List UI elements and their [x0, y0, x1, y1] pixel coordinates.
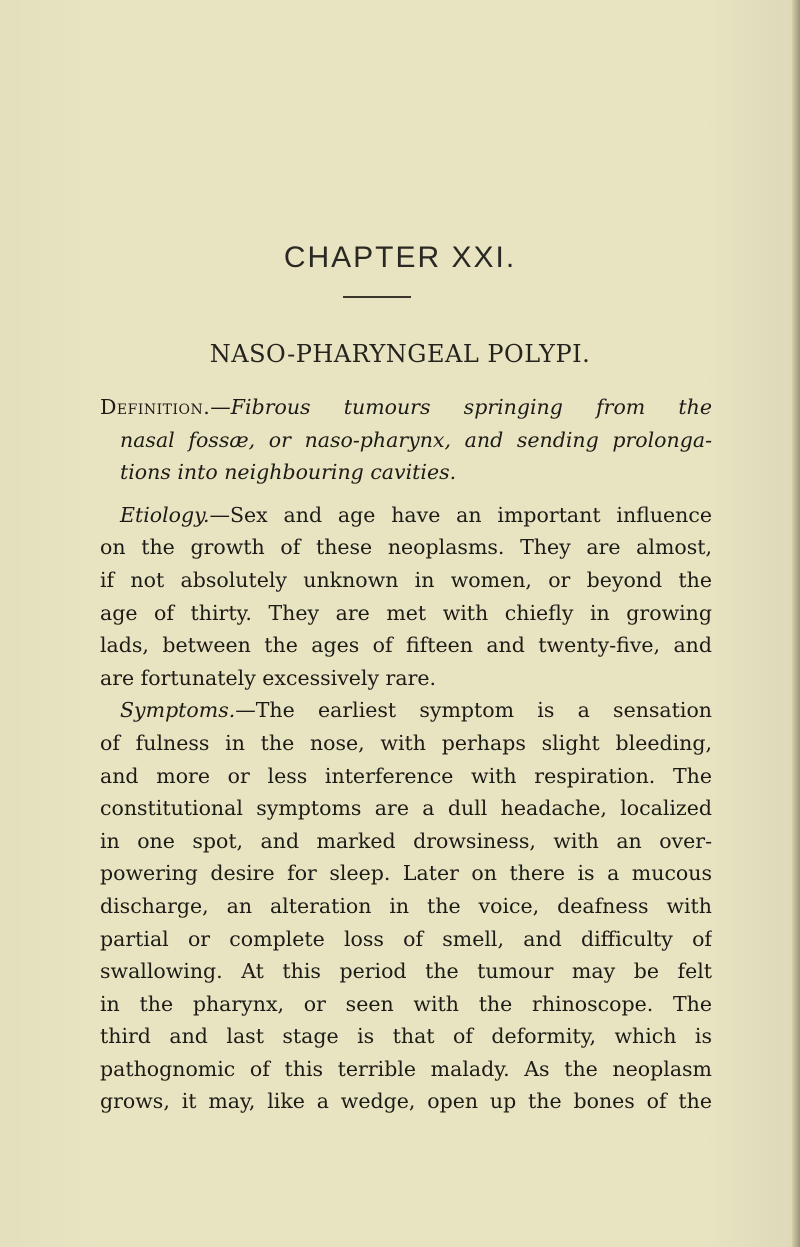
- heading-divider: [343, 296, 411, 298]
- symptoms-dash: —: [235, 698, 256, 723]
- definition-line-2: nasal fossæ, or naso-pharynx, and sending prolonga-: [120, 427, 712, 452]
- symptoms-line-12: pathognomic of this terrible malady. As the neoplasm: [100, 1056, 712, 1081]
- etiology-label: Etiology.: [120, 502, 210, 527]
- etiology-line-1: Etiology.—Sex and age have an important influence: [120, 502, 712, 527]
- etiology-dash: —: [209, 502, 230, 527]
- symptoms-line-2: of fulness in the nose, with perhaps slight bleeding,: [100, 730, 712, 755]
- symptoms-line-8: partial or complete loss of smell, and difficulty of: [100, 926, 712, 951]
- symptoms-line-4: constitutional symptoms are a dull headache, localized: [100, 796, 712, 821]
- page-edge: [792, 0, 800, 1247]
- etiology-line-4: age of thirty. They are met with chiefly in growing: [100, 600, 712, 625]
- etiology-line-2: on the growth of these neoplasms. They are almost,: [100, 535, 712, 560]
- symptoms-label: Symptoms.: [120, 698, 236, 723]
- definition-dash: —: [210, 395, 231, 419]
- symptoms-line-10: in the pharynx, or seen with the rhinoscope. The: [100, 991, 712, 1016]
- symptoms-line-5: in one spot, and marked drowsiness, with an over-: [100, 828, 712, 853]
- paragraph-gap: [100, 489, 712, 499]
- body-text: [100, 391, 712, 1118]
- symptoms-line-7: discharge, an alteration in the voice, deafness with: [100, 893, 712, 918]
- definition-line-1: [100, 391, 712, 424]
- etiology-line-3: if not absolutely unknown in women, or beyond the: [100, 567, 712, 592]
- chapter-heading: CHAPTER XXI.: [283, 241, 517, 274]
- definition-line-3: tions into neighbouring cavities.: [120, 460, 457, 485]
- symptoms-line-11: third and last stage is that of deformity, which is: [100, 1024, 712, 1049]
- etiology-line-6: are fortunately excessively rare.: [100, 665, 437, 690]
- symptoms-line-9: swallowing. At this period the tumour may be felt: [100, 959, 712, 984]
- symptoms-line-13: grows, it may, like a wedge, open up the bones of the: [100, 1089, 712, 1114]
- symptoms-line-6: powering desire for sleep. Later on there is a mucous: [100, 861, 712, 886]
- definition-text: Fibrous tumours springing from the: [230, 395, 712, 419]
- chapter-title: NASO-PHARYNGEAL POLYPI.: [209, 340, 591, 368]
- symptoms-line-1: Symptoms.—The earliest symptom is a sensation: [120, 698, 712, 723]
- definition-label: Definition.: [100, 395, 211, 419]
- etiology-line-5: lads, between the ages of fifteen and twenty-five, and: [100, 633, 712, 658]
- symptoms-line-3: and more or less interference with respiration. The: [100, 763, 712, 788]
